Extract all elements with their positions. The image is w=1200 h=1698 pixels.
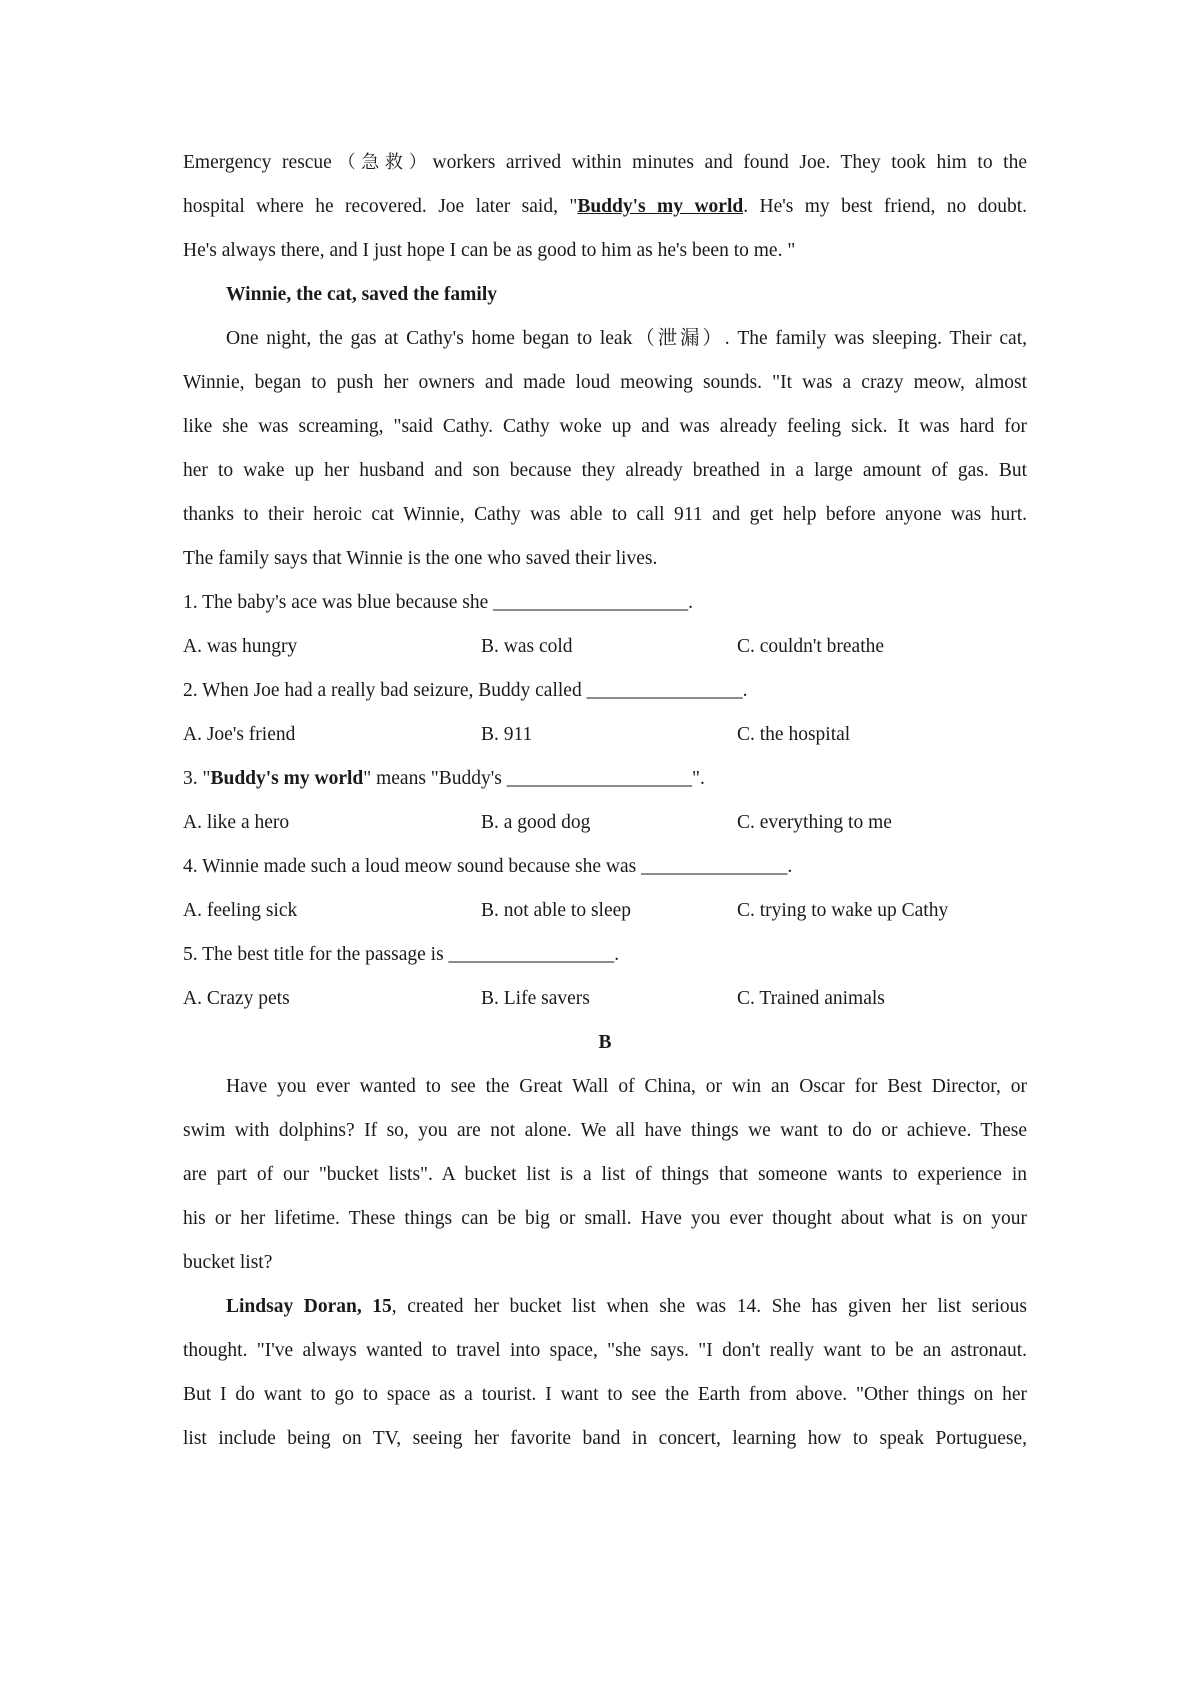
option-a: A. feeling sick: [183, 900, 298, 921]
option-a: A. Joe's friend: [183, 724, 296, 745]
paragraph-line: bucket list?: [183, 1252, 273, 1273]
option-a: A. like a hero: [183, 812, 290, 833]
chinese-gloss: （急救）: [331, 152, 433, 173]
paragraph-line: Have you ever wanted to see the Great Wall of China, or win an Oscar for Best Director, or: [226, 1076, 1027, 1097]
question-stem: [183, 764, 1027, 794]
underlined-phrase: Buddy's my world: [577, 196, 744, 217]
paragraph-line: thanks to their heroic cat Winnie, Cathy was able to call 911 and get help before anyone was hurt.: [183, 504, 1027, 525]
question-stem: 4. Winnie made such a loud meow sound because she was _______________.: [183, 856, 793, 877]
option-b: B. not able to sleep: [481, 900, 632, 921]
text-span: Emergency rescue: [183, 152, 332, 173]
bold-phrase: Buddy's my world: [210, 768, 364, 789]
paragraph-line: list include being on TV, seeing her favorite band in concert, learning how to speak Portuguese,: [183, 1428, 1027, 1449]
paragraph-line: like she was screaming, "said Cathy. Cathy woke up and was already feeling sick. It was hard for: [183, 416, 1027, 437]
paragraph-line: One night, the gas at Cathy's home began to leak（泄漏）. The family was sleeping. Their cat,: [226, 328, 1027, 349]
paragraph-line: [183, 192, 1027, 222]
text-span: 3. ": [183, 768, 211, 789]
option-b: B. a good dog: [481, 812, 591, 833]
text-span: " means "Buddy's ___________________".: [363, 768, 705, 789]
paragraph-line: her to wake up her husband and son because they already breathed in a large amount of gas. But: [183, 460, 1027, 481]
paragraph-line: are part of our "bucket lists". A bucket list is a list of things that someone wants to experience in: [183, 1164, 1027, 1185]
question-stem: 1. The baby's ace was blue because she ____________________.: [183, 592, 694, 613]
option-c: C. the hospital: [737, 724, 851, 745]
paragraph-line: his or her lifetime. These things can be big or small. Have you ever thought about what is on your: [183, 1208, 1027, 1229]
text-span: workers arrived within minutes and found Joe. They took him to the: [432, 152, 1027, 173]
paragraph-line: [183, 1292, 1027, 1322]
section-heading: Winnie, the cat, saved the family: [226, 284, 498, 305]
option-b: B. was cold: [481, 636, 573, 657]
option-a: A. was hungry: [183, 636, 298, 657]
option-c: C. trying to wake up Cathy: [737, 900, 949, 921]
option-c: C. everything to me: [737, 812, 892, 833]
text-span: , created her bucket list when she was 14. She has given her list serious: [391, 1296, 1027, 1317]
paragraph-line: swim with dolphins? If so, you are not alone. We all have things we want to do or achieve. These: [183, 1120, 1027, 1141]
question-stem: 2. When Joe had a really bad seizure, Buddy called ________________.: [183, 680, 748, 701]
paragraph-line: [183, 148, 1027, 178]
paragraph-line: The family says that Winnie is the one who saved their lives.: [183, 548, 658, 569]
option-c: C. Trained animals: [737, 988, 885, 1009]
option-b: B. Life savers: [481, 988, 590, 1009]
text-span: hospital where he recovered. Joe later said, ": [183, 196, 578, 217]
option-b: B. 911: [481, 724, 533, 745]
section-b-heading: B: [598, 1032, 612, 1053]
text-span: . He's my best friend, no doubt.: [743, 196, 1027, 217]
paragraph-line: He's always there, and I just hope I can be as good to him as he's been to me. ": [183, 240, 796, 261]
bold-phrase: Lindsay Doran, 15: [226, 1296, 392, 1317]
option-c: C. couldn't breathe: [737, 636, 885, 657]
paragraph-line: Winnie, began to push her owners and made loud meowing sounds. "It was a crazy meow, almost: [183, 372, 1027, 393]
paragraph-line: thought. "I've always wanted to travel into space, "she says. "I don't really want to be an astronaut.: [183, 1340, 1027, 1361]
question-stem: 5. The best title for the passage is _________________.: [183, 944, 620, 965]
paragraph-line: But I do want to go to space as a tourist. I want to see the Earth from above. "Other things on her: [183, 1384, 1027, 1405]
option-a: A. Crazy pets: [183, 988, 290, 1009]
